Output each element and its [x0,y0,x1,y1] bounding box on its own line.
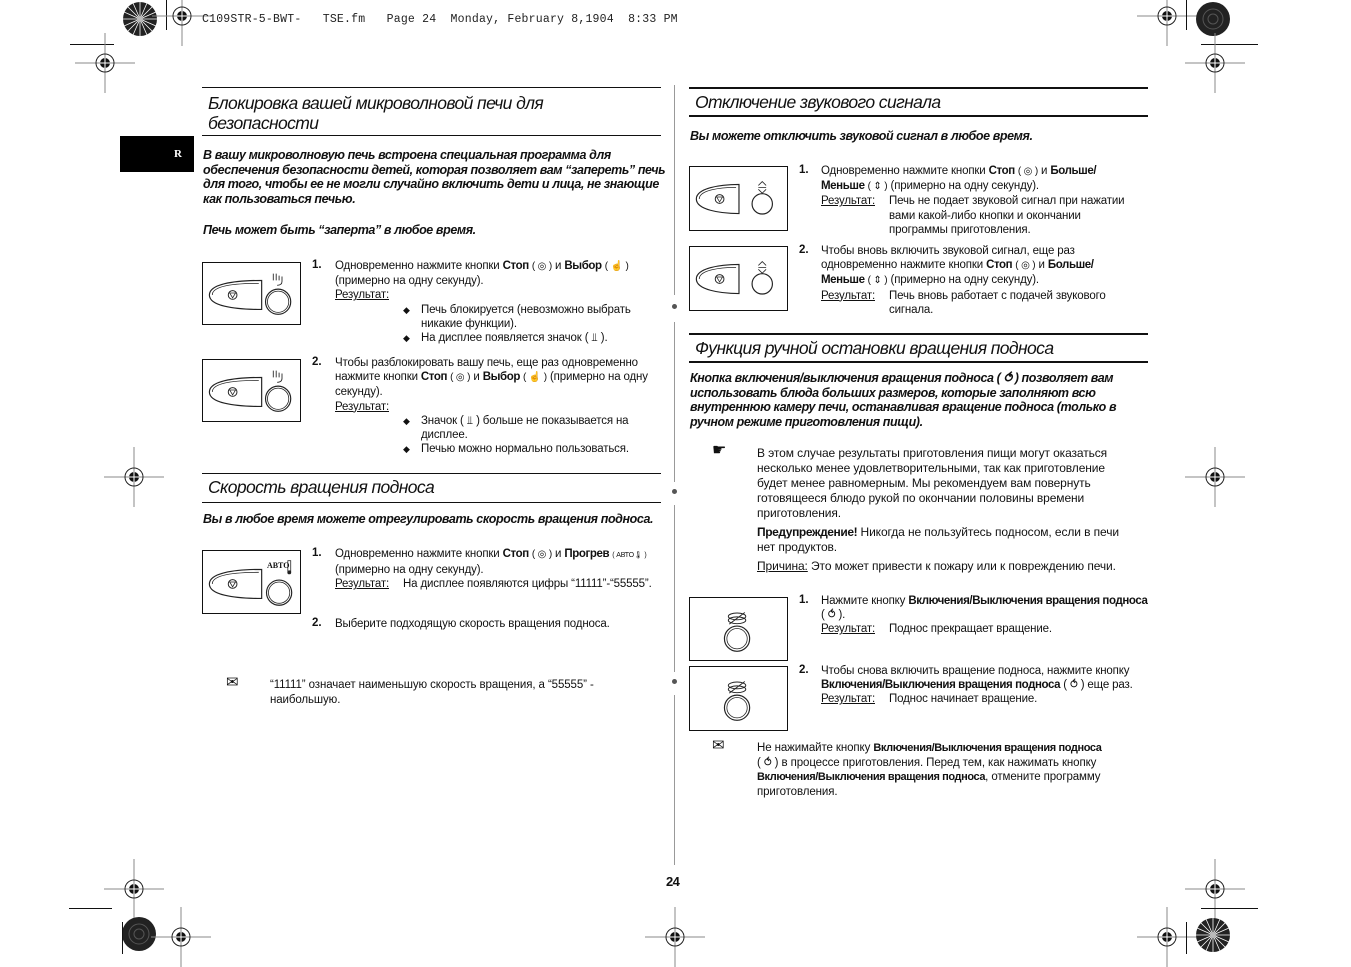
turntable-button-name: Включения/Выключения вращения подноса [908,595,1148,607]
lead-line: ручном режиме приготовления пищи). [690,415,923,430]
language-tab-label: R [174,148,182,160]
result-label: Результат: [335,578,389,591]
section-title-speed: Скорость вращения подноса [202,473,661,503]
stop-icon: ( ◎ ) [1015,260,1036,272]
turntable-step-2 [821,664,1161,707]
registration-mark-icon [1185,447,1245,507]
title-line: безопасности [208,113,319,133]
result-bullet: ◆ Значок ( ⫫ ) больше не показывается на дисплее. [403,414,643,442]
step-text: Одновременно нажмите кнопки [335,260,503,272]
gutter-dot [672,679,677,684]
lock-intro-2: Печь может быть “заперта” в любое время. [203,223,476,237]
turntable-intro [690,371,1150,430]
result-label: Результат: [335,400,389,413]
stop-updown-buttons-icon [690,247,787,310]
note-text: , отмените программу [985,771,1101,783]
select-button-name: Выбор [482,371,520,384]
result-label: Результат: [821,623,875,636]
section-title-turntable: Функция ручной остановки вращения подноса [689,333,1148,363]
step-number: 1. [312,547,322,559]
language-tab [120,136,194,172]
lock-intro [203,148,673,207]
hint-line: будет менее равномерным. Мы рекомендуем вам повернуть [757,476,1091,490]
registration-mark-icon [75,33,135,93]
updown-icon: ( ⇕ ) [867,181,888,193]
control-panel-diagram [689,166,788,231]
stop-button-name: Стоп [986,259,1013,272]
control-panel-diagram [689,246,788,311]
updown-icon: ( ⇕ ) [867,275,888,287]
step-text: ( ⥀ ) еще раз. [1060,679,1133,692]
result-text: Поднос прекращает вращение. [889,623,1052,636]
step-text: Чтобы вновь включить звуковой сигнал, еще раз [821,245,1075,257]
more-button-name: Больше/ [1050,165,1097,177]
result-text: На дисплее появляются цифры “11111”-“55555”. [403,578,652,591]
note-line: приготовления. [757,785,838,798]
stop-icon: ( ◎ ) [531,261,553,272]
less-button-name: Меньше [821,180,865,193]
column-divider [674,695,675,865]
less-button-name: Меньше [821,274,865,287]
step-number: 2. [799,244,809,256]
result-text: Печь вновь работает с подачей звукового [889,289,1106,302]
title-line: Блокировка вашей микроволновой печи для [208,93,544,113]
step-text: Одновременно нажмите кнопки [335,548,503,560]
registration-mark-icon [1137,907,1197,967]
speed-step-2: Выберите подходящую скорость вращения подноса. [335,618,610,630]
note-line: ( ⥀ ) в процессе приготовления. Перед тем, как нажимать кнопку [757,756,1097,769]
warm-button-name: Прогрев [564,548,610,560]
step-text: (примерно на одну [546,371,648,384]
lead-line: как пользоваться печью. [203,192,356,207]
step-text: секунду). [335,386,383,399]
warning-text: нет продуктов. [757,540,838,554]
section-title-lock [202,87,661,136]
lead-line: обеспечения безопасности детей, которая позволяет вам “запереть” печь [203,162,666,177]
turntable-hint [757,446,1157,574]
result-text: вами какой-либо кнопки и окончании [889,209,1081,222]
column-divider [674,85,675,295]
step-text: (примерно на одну секунду). [887,274,1039,287]
select-button-name: Выбор [564,260,602,272]
stop-button-name: Стоп [502,548,529,560]
hint-line: В этом случае результаты приготовления пищи могут оказаться [757,446,1108,460]
step-number: 2. [799,664,809,676]
result-label: Результат: [821,693,875,706]
control-panel-diagram [202,550,301,614]
step-number: 2. [312,617,322,629]
crop-mark [69,908,112,909]
turntable-button-name: Включения/Выключения вращения подноса [873,742,1102,754]
starburst-registration-mark [1195,1,1231,37]
conjunction: и [552,548,565,560]
lock-step-1 [335,259,665,345]
result-text: сигнала. [889,303,934,316]
turntable-note [757,741,1157,799]
gutter-dot [672,489,677,494]
column-divider [674,322,675,482]
more-button-name: Больше/ [1047,259,1094,272]
hint-line: несколько менее удовлетворительными, так как приготовление [757,461,1105,475]
beep-step-2 [821,244,1156,317]
warning-text: Никогда не пользуйтесь подносом, если в печи [857,525,1119,539]
result-label: Результат: [821,289,875,302]
beep-intro: Вы можете отключить звуковой сигнал в любое время. [690,129,1033,143]
stop-button-name: Стоп [988,165,1015,177]
result-text: программы приготовления. [889,223,1031,236]
registration-mark-icon [1185,33,1245,93]
step-text: Чтобы разблокировать вашу печь, еще раз одновременно [335,357,638,369]
step-number: 1. [799,164,809,176]
registration-mark-icon [104,447,164,507]
step-text: Одновременно нажмите кнопки [821,165,989,177]
step-text: одновременно нажмите кнопки [821,259,987,272]
turntable-button-name: Включения/Выключения вращения подноса [821,679,1061,692]
stop-icon: ( ◎ ) [450,372,471,384]
stop-icon: ( ◎ ) [531,549,553,560]
control-panel-diagram [202,359,301,422]
turntable-button-name: Включения/Выключения вращения подноса [757,771,986,783]
reason-label: Причина: [757,559,808,573]
registration-mark-icon [151,907,211,967]
note-line: наибольшую. [270,693,341,706]
crop-mark [1201,908,1258,909]
stop-select-buttons-icon [203,263,300,324]
note-envelope-icon: ✉ [712,737,725,754]
stop-icon: ( ◎ ) [1017,166,1039,177]
turntable-button-icon [690,598,787,660]
crop-mark [1186,0,1187,30]
print-header: C109STR-5-BWT- TSE.fm Page 24 Monday, February 8,1904 8:33 PM [202,13,678,26]
starburst-registration-mark [1195,917,1231,953]
auto-thermometer-icon: ( АВТО🌡 ) [612,552,647,559]
auto-label: АВТО [267,561,290,570]
result-bullet: ◆ Печь блокируется (невозможно выбрать никакие функции). [403,303,643,331]
hint-line: приготовления. [757,506,841,520]
step-text: (примерно на одну секунду). [887,180,1039,193]
control-panel-diagram [689,597,788,661]
result-label: Результат: [335,289,389,302]
column-divider [674,505,675,672]
lead-line: В вашу микроволновую печь встроена специальная программа для [203,148,611,162]
crop-mark [122,922,123,954]
speed-step-1 [335,547,670,592]
conjunction: и [1035,259,1048,272]
conjunction: и [470,371,483,384]
stop-button-name: Стоп [420,371,448,384]
lead-line: использовать блюда больших размеров, которые заполняют всю [690,385,1096,400]
lock-step-2 [335,356,670,456]
stop-button-name: Стоп [502,260,529,272]
result-text: Поднос начинает вращение. [889,693,1038,706]
speed-intro: Вы в любое время можете отрегулировать скорость вращения подноса. [203,512,654,526]
lead-line: Кнопка включения/выключения вращения подноса ( ⥀ ) позволяет вам [690,371,1114,385]
crop-mark [1186,922,1187,954]
step-text: Чтобы снова включить вращение подноса, нажмите кнопку [821,665,1130,677]
beep-step-1 [821,164,1156,237]
note-text: Не нажимайте кнопку [757,742,874,754]
control-panel-diagram [689,666,788,731]
step-number: 1. [799,594,809,606]
turntable-step-1 [821,594,1161,637]
step-number: 2. [312,356,322,368]
control-panel-diagram [202,262,301,325]
stop-select-buttons-icon [203,360,300,421]
step-text: нажмите кнопки [335,371,421,384]
select-hand-icon: ( ☝ ) [523,372,547,384]
lead-line: внутреннюю камеру печи, останавливая вращение подноса (только в [690,400,1117,415]
stop-updown-buttons-icon [690,167,787,230]
gutter-dot [672,304,677,309]
note-line: “11111” означает наименьшую скорость вращения, а “55555” - [270,679,594,691]
note-envelope-icon: ✉ [226,674,239,691]
select-hand-icon: ( ☝ ) [604,261,629,272]
step-text: (примерно на одну секунду). [335,564,484,577]
step-text: Нажмите кнопку [821,595,909,607]
hint-line: готовящееся блюдо рукой по окончании половины времени [757,491,1085,505]
conjunction: и [552,260,565,272]
turntable-icon: ( ⥀ ). [821,609,846,622]
result-text: Печь не подает звуковой сигнал при нажатии [889,195,1125,208]
result-bullet: ◆ На дисплее появляется значок ( ⫫ ). [403,331,643,345]
speed-note [270,678,670,707]
page-number: 24 [666,874,680,889]
registration-mark-icon [645,907,705,967]
result-bullet: ◆ Печью можно нормально пользоваться. [403,442,643,456]
turntable-button-icon [690,667,787,730]
section-title-beep: Отключение звукового сигнала [689,87,1148,117]
step-text: (примерно на одну секунду). [335,275,484,288]
result-label: Результат: [821,195,875,208]
pointing-hand-icon: ☛ [712,442,727,459]
lead-line: для того, чтобы ее не могли случайно включить дети и лица, не знающие [203,177,659,192]
reason-text: Это может привести к пожару или к повреждению печи. [807,559,1116,573]
conjunction: и [1038,165,1051,177]
warning-label: Предупреждение! [757,525,858,539]
step-number: 1. [312,259,322,271]
